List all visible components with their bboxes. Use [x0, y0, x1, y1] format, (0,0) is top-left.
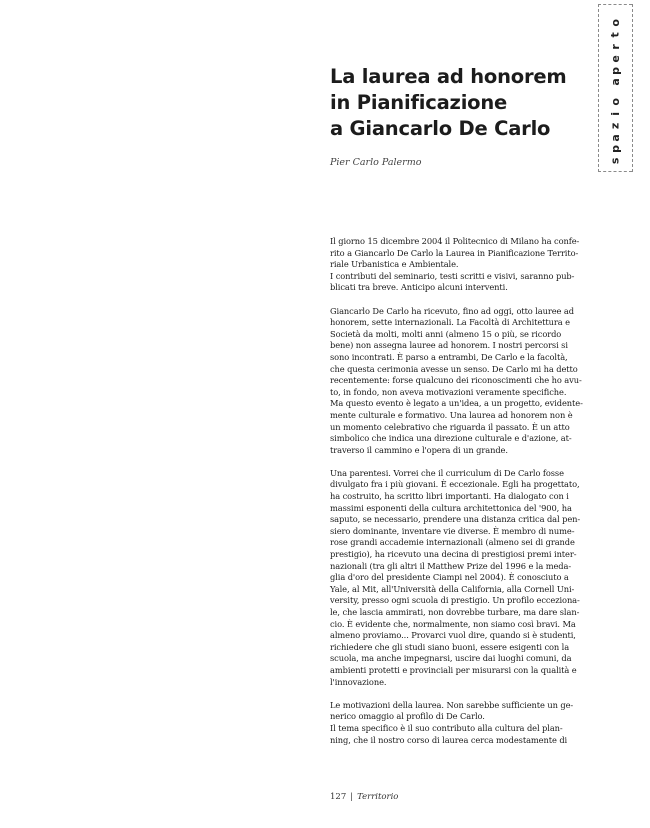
section-tab-letter: e	[608, 54, 622, 63]
body-line: rito a Giancarlo De Carlo la Laurea in Pianificazione Territo-	[330, 247, 579, 258]
body-line: recentemente: forse qualcuno dei riconoscimenti che ho avu-	[330, 375, 582, 386]
body-line: almeno proviamo... Provarci vuol dire, quando si è studenti,	[330, 630, 576, 641]
body-line: Le motivazioni della laurea. Non sarebbe sufficiente un ge-	[330, 699, 574, 710]
section-tab-letter: p	[608, 66, 622, 75]
body-line: richiedere che gli studi siano buoni, essere esigenti con la	[330, 641, 570, 652]
section-tab-letter: r	[608, 44, 622, 50]
body-line: glia d'oro del presidente Ciampi nel 2004). È conosciuto a	[330, 572, 569, 583]
body-line: Società da molti, molti anni (almeno 15 o più, se ricordo	[330, 328, 562, 339]
article-body	[330, 236, 594, 746]
article-title	[330, 64, 590, 142]
body-line: blicati tra breve. Anticipo alcuni interventi.	[330, 282, 508, 293]
section-tab-letter: t	[608, 32, 622, 38]
body-line: un momento celebrativo che riguarda il passato. È un atto	[330, 421, 570, 432]
section-tab-spazio-aperto	[598, 4, 632, 172]
body-line: massimi esponenti della cultura architettonica del '900, ha	[330, 502, 572, 513]
title-line-3: a Giancarlo De Carlo	[330, 117, 551, 140]
section-tab-letter: a	[608, 133, 622, 142]
body-line: sono incontrati. È parso a entrambi, De Carlo e la facoltà,	[330, 351, 568, 362]
title-line-2: in Pianificazione	[330, 91, 508, 114]
title-line-1: La laurea ad honorem	[330, 65, 567, 88]
body-line: riale Urbanistica e Ambientale.	[330, 259, 459, 270]
body-paragraph	[330, 236, 594, 294]
body-line: Una parentesi. Vorrei che il curriculum di De Carlo fosse	[330, 467, 564, 478]
body-line: scuola, ma anche impegnarsi, uscire dai luoghi comuni, da	[330, 653, 572, 664]
body-line: le, che lascia ammirati, non dovrebbe turbare, ma dare slan-	[330, 607, 580, 617]
body-line: saputo, se necessario, prendere una distanza critica dal pen-	[330, 514, 581, 525]
body-line: traverso il cammino e l'opera di un grande.	[330, 444, 508, 455]
section-tab-letter: a	[608, 78, 622, 87]
body-paragraph	[330, 700, 594, 746]
body-line: to, in fondo, non aveva motivazioni veramente specifiche.	[330, 386, 567, 397]
body-line: Il giorno 15 dicembre 2004 il Politecnico di Milano ha confe-	[330, 236, 580, 246]
section-tab-letter: o	[608, 19, 622, 28]
section-tab-letter: i	[608, 112, 622, 116]
body-line: Ma questo evento è legato a un'idea, a un progetto, evidente-	[330, 398, 583, 409]
body-line: Giancarlo De Carlo ha ricevuto, fino ad oggi, otto lauree ad	[330, 305, 574, 316]
section-tab-letter: p	[608, 145, 622, 154]
body-line: I contributi del seminario, testi scritti e visivi, saranno pub-	[330, 270, 575, 281]
body-paragraph	[330, 306, 594, 457]
section-tab-letter: z	[608, 122, 622, 129]
body-paragraph	[330, 468, 594, 688]
journal-name: Territorio	[357, 792, 399, 802]
body-line: versity, presso ogni scuola di prestigio. Un profilo ecceziona-	[330, 595, 580, 606]
body-line: honorem, sette internazionali. La Facoltà di Architettura e	[330, 317, 570, 328]
body-line: divulgato fra i più giovani. È eccezionale. Egli ha progettato,	[330, 479, 580, 490]
body-line: prestigio), ha ricevuto una decina di prestigiosi premi inter-	[330, 549, 577, 560]
page-number: 127	[330, 792, 347, 802]
body-line: l'innovazione.	[330, 676, 387, 687]
body-line: nazionali (tra gli altri il Matthew Prize del 1996 e la meda-	[330, 560, 572, 571]
section-tab-letter: s	[608, 157, 622, 165]
body-line: rose grandi accademie internazionali (almeno sei di grande	[330, 537, 575, 548]
body-line: Il tema specifico è il suo contributo alla cultura del plan-	[330, 722, 563, 733]
article-author: Pier Carlo Palermo	[330, 157, 422, 168]
body-line: bene) non assegna lauree ad honorem. I nostri percorsi si	[330, 340, 568, 351]
body-line: che questa cerimonia avesse un senso. De Carlo mi ha detto	[330, 363, 578, 374]
body-line: nerico omaggio al profilo di De Carlo.	[330, 711, 485, 722]
section-tab-letter: o	[608, 98, 622, 106]
body-line: ning, che il nostro corso di laurea cerca modestamente di	[330, 734, 568, 745]
body-line: simbolico che indica una direzione culturale e d'azione, at-	[330, 433, 572, 444]
body-line: Yale, al Mit, all'Università della California, alla Cornell Uni-	[330, 583, 575, 594]
section-tab-letters	[599, 5, 632, 171]
body-line: mente culturale e formativo. Una laurea ad honorem non è	[330, 409, 573, 420]
body-line: siero dominante, inventare vie diverse. È membro di nume-	[330, 525, 575, 536]
body-line: cio. È evidente che, normalmente, non siamo così bravi. Ma	[330, 618, 576, 629]
page-footer	[330, 792, 398, 802]
section-tab-rule	[632, 4, 634, 172]
footer-separator: |	[350, 792, 354, 802]
body-line: ambienti protetti e provinciali per misurarsi con la qualità e	[330, 664, 577, 675]
body-line: ha costruito, ha scritto libri importanti. Ha dialogato con i	[330, 491, 569, 502]
